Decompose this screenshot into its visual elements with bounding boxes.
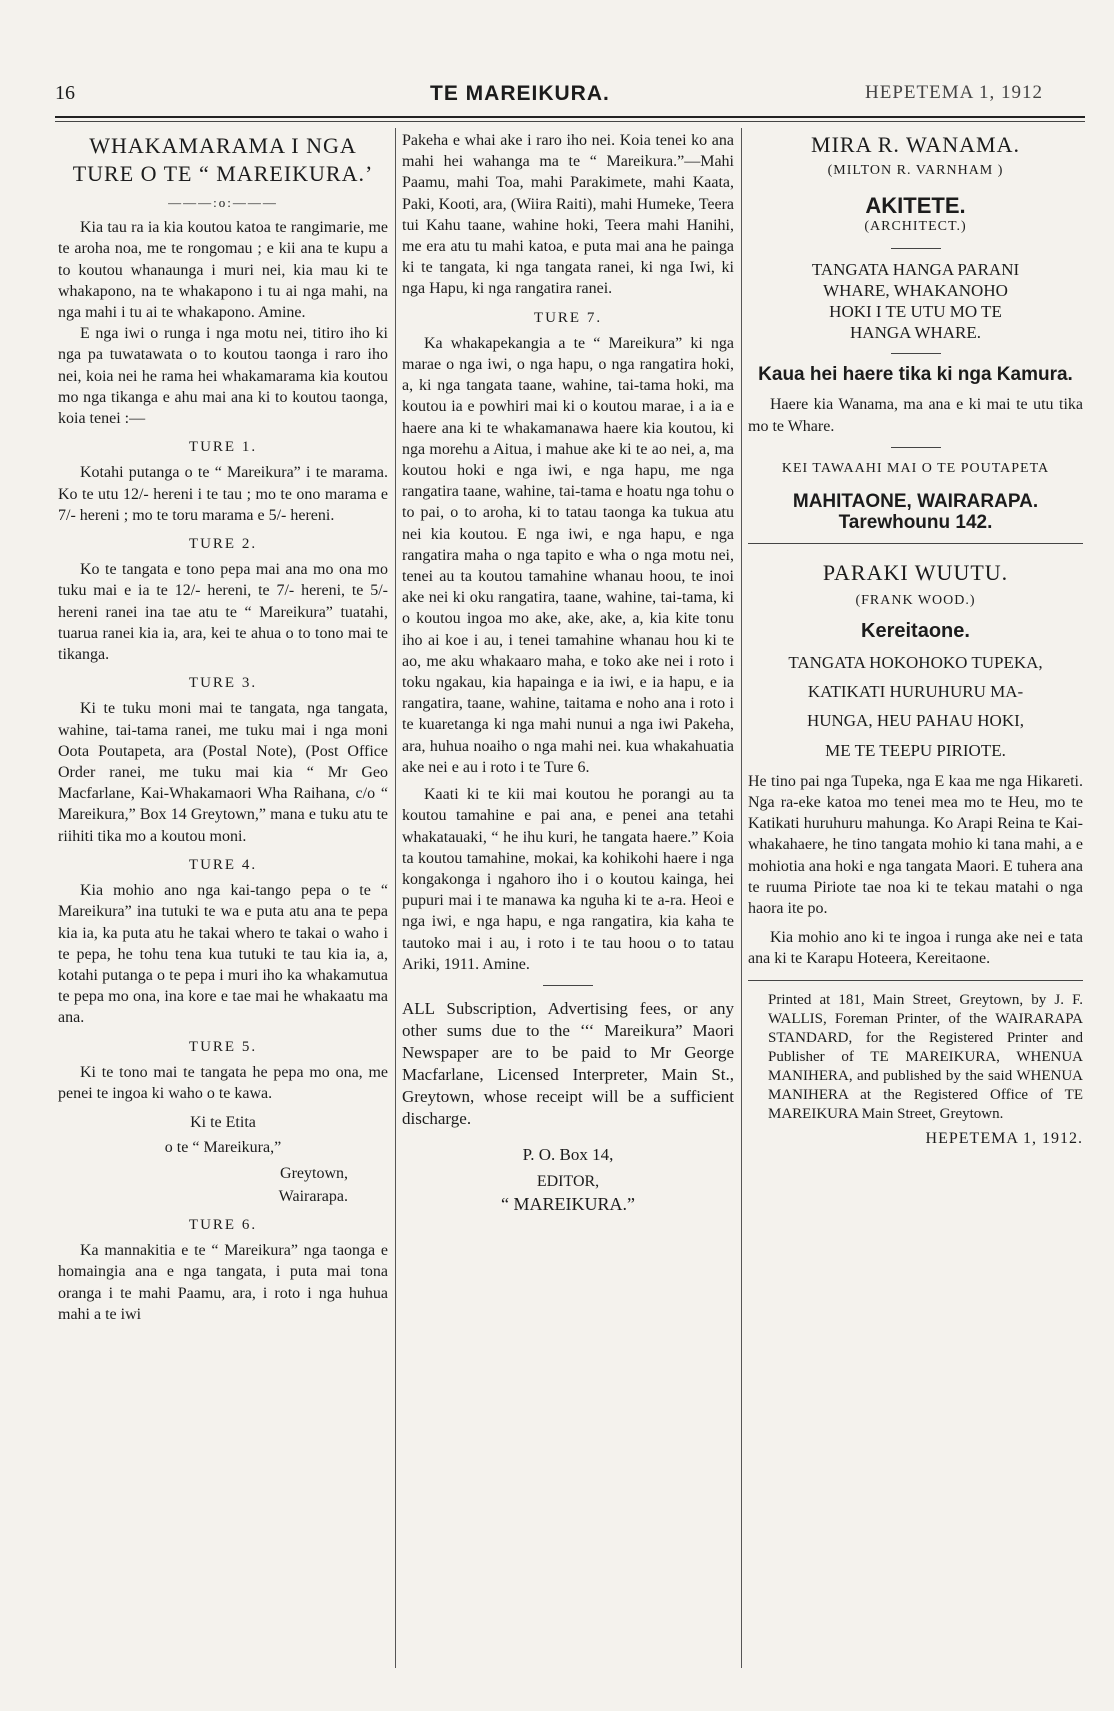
- section-heading: TURE 1.: [188, 439, 258, 456]
- newspaper-title: TE MAREIKURA.: [430, 82, 610, 105]
- advertiser-name: MIRA R. WANAMA.: [811, 132, 1020, 157]
- address-line: o te “ Mareikura,”: [164, 1139, 282, 1157]
- page-number: 16: [55, 82, 75, 104]
- printer-imprint: Printed at 181, Main Street, Greytown, by J. F. WALLIS, Foreman Printer, of the WAIRARAPA STANDARD, for the Registered Printer and Publisher of TE MAREIKURA, WHENUA MANIHERA, and published by the said WHENUA MANIHERA at the Registered Office of TE MAREIKURA Main Street, Greytown.: [768, 991, 1083, 1122]
- paragraph: Kaati ki te kii mai koutou he porangi au ta koutou tamahine e pai ana, e penei ana tetahi whakatauaki, “ he ihu kuri, he tangata haere.” Koia ta koutou tamahine, mokai, ka kohikohi haere i nga kongakonga i ngahoro iho i o koutou kainga, hei pupuri mai i te manawa ka nguha ki te a-ra. Heoi e nga iwi, e nga hapu, e nga rangatira, kia kaha te tautoko mai i au, i roto i te tau hoou o to tatau Ariki, 1911. Amine.: [402, 786, 734, 973]
- editor-label: EDITOR,: [536, 1173, 600, 1191]
- column-divider: [741, 128, 742, 1668]
- town-heading: Kereitaone.: [861, 619, 970, 642]
- section-rule: [748, 980, 1083, 981]
- ad-line: TANGATA HANGA PARANI: [811, 259, 1020, 279]
- section-heading: TURE 4.: [188, 856, 258, 873]
- advertiser-name-english: (MILTON R. VARNHAM ): [827, 163, 1004, 178]
- paragraph: Kia mohio ano ki te ingoa i runga ake nei e tata ana ki te Karapu Hoteera, Kereitaone.: [748, 929, 1083, 968]
- address-line: Greytown,: [280, 1164, 348, 1182]
- telephone-line: Tarewhounu 142.: [838, 512, 993, 534]
- issue-date: HEPETEMA 1, 1912: [865, 82, 1044, 103]
- header-rule-thin: [55, 121, 1085, 122]
- section-heading: TURE 2.: [188, 536, 258, 553]
- address-line: Ki te Etita: [190, 1114, 256, 1132]
- advertiser-name: PARAKI WUUTU.: [822, 560, 1009, 586]
- paragraph: Ki te tuku moni mai te tangata, nga tangata, wahine, tai-tama ranei, me tuku mai i nga moni Oota Poutapeta, ara (Postal Note), (Post Office Order ranei, me tuku mai kia “ Mr Geo Macfarlane, Kai-Whakamaori Wha Raihana, c/o “ Mareikura,” Box 14 Greytown,” mana e tuku atu te riihiti tika mo a koutou moni.: [58, 700, 388, 845]
- short-rule: [543, 985, 593, 986]
- town-heading: MAHITAONE, WAIRARAPA.: [792, 491, 1039, 513]
- mareikura-label: “ MAREIKURA.”: [501, 1194, 635, 1215]
- paragraph: E nga iwi o runga i nga motu nei, titiro iho ki nga pa tuwatawata o to koutou taonga i raro iho nei, koia nei he rama hei whakamarama kia koutou mo nga tikanga e ahu mai ana ki to koutou taonga, koia tenei :—: [58, 325, 388, 428]
- article-heading: WHAKAMARAMA I NGA TURE O TE “ MAREIKURA.’: [72, 133, 374, 186]
- paragraph: He tino pai nga Tupeka, nga E kaa me nga Hikareti. Nga ra-eke katoa mo tenei mea mo te Heu, mo te Katikati huruhuru mahunga. Ko Arapi Reina te Kai-whakahaere, he tino tangata mohio ki tana mahi, a e mohiotia ana hoki e nga tangata Maori. E tuhera ana te ruuma Piriote tae noa ki te tekau matahi o nga haora ite po.: [748, 772, 1083, 918]
- ad-line: WHARE, WHAKANOHO: [823, 280, 1008, 300]
- section-heading: TURE 6.: [188, 1216, 258, 1233]
- subscription-notice: ALL Subscription, Advertising fees, or any other sums due to the ‘‘‘ Mareikura” Maori Newspaper are to be paid to Mr George Macfarlane, Licensed Interpreter, Main St., Greytown, whose receipt will be a sufficient discharge.: [402, 998, 734, 1128]
- ad-line: HUNGA, HEU PAHAU HOKI,: [806, 711, 1025, 731]
- short-rule: [891, 447, 941, 448]
- paragraph: Haere kia Wanama, ma ana e ki mai te utu tika mo te Whare.: [748, 396, 1083, 435]
- po-box: P. O. Box 14,: [522, 1144, 614, 1164]
- imprint-date: HEPETEMA 1, 1912.: [925, 1129, 1083, 1147]
- paragraph: Pakeha e whai ake i raro iho nei. Koia tenei ko ana mahi hei wahanga ma te “ Mareikura.”—Mahi Paamu, mahi Toa, mahi Parakimete, mahi Kaata, Paki, Kooti, ara, (Wiira Raiti), mahi Humeke, Teera tui Kahu taane, wahine hoki, Teera mahi Hanihi, me era atu tu mahi katoa, e puta mai ana he painga ki te tangata, ki nga tangata ranei, ki nga Iwi, ki nga Hapu, ki nga rangatira ranei.: [402, 132, 734, 298]
- section-heading: TURE 3.: [188, 675, 258, 692]
- ad-line: KATIKATI HURUHURU MA-: [807, 682, 1024, 702]
- page-header: [0, 82, 1114, 112]
- paragraph: Ka whakapekangia a te “ Mareikura” ki nga marae o nga iwi, o nga hapu, o nga rangatira hoki, a, ki nga tangata taane, wahine, tai-tama hoki, ma koutou ia e powhiri mai ki o koutou marae, i a ia e haere ana ki te whakamanawa haere kia koutou, ki nga morehu a Aitua, i mahue ake ki te ao nei, a, ma koutou hoki e nga iwi, e nga hapu, me nga rangatira taane, wahine, tai-tama e hoatu nga tohu o to pai, o to aroha, ki to tatau taonga ka tukua atu nei kia koutou. E nga iwi, e nga hapu, e nga rangatira maha o nga tapito e wha o nga motu nei, tenei au ta koutou tamahine whanau hoou, te inoi ake nei ki oku rangatira, taane, wahine, tai-tama, ki o koutou ingoa mo ake, ake, ake, a, kia kite tonu iho ai koe i au, i tenei tamahine whanau hou ki te ao, me aku whakaaro maha, e toko ake nei i roto i toku ngakau, kia hapainga e ia iwi, e ia hapu, e ia rangatira, taane, wahine, taitama e noho ana i roto i te kuaretanga ki nga mahi nunui a nga iwi Pakeha, ara, huhua noaiho o nga mahi nei. kua whakahuatia ake nei e au i roto i te Ture 6.: [402, 334, 734, 776]
- section-rule: [748, 543, 1083, 544]
- column-2: [402, 130, 734, 1216]
- ad-slogan: Kaua hei haere tika ki nga Kamura.: [758, 364, 1073, 386]
- paragraph: Ko te tangata e tono pepa mai ana mo ona mo tuku mai e ia te 12/- hereni, te 7/- hereni, te 5/- hereni ranei ina tae atu te “ Mareikura” tuatahi, tuarua ranei kia ia, ara, kei te ahua o to tono mai te tikanga.: [58, 561, 388, 664]
- paragraph: Kotahi putanga o te “ Mareikura” i te marama. Ko te utu 12/- hereni i te tau ; mo te ono marama e 7/- hereni ; mo te toru marama e 5/- hereni.: [58, 464, 388, 524]
- column-3: [748, 130, 1083, 1149]
- separator: ———:o:———: [168, 195, 278, 210]
- paragraph: Ki te tono mai te tangata he pepa mo ona, me penei te ingoa ki waho o te kawa.: [58, 1063, 388, 1102]
- paragraph: Kia tau ra ia kia koutou katoa te rangimarie, me te aroha noa, me te rongomau ; e kii ana te kupu a to koutou whanaunga i muri nei, kia mau ki te whakapono, na te whakapono i tu ai nga mahi, na nga mahi i tu ai te whakapono. Amine.: [58, 219, 388, 322]
- column-divider: [395, 128, 396, 1668]
- advertiser-name-english: (FRANK WOOD.): [855, 592, 976, 608]
- column-1: [58, 130, 388, 1325]
- paragraph: Kia mohio ano nga kai-tango pepa o te “ Mareikura” ina tutuki te wa e puta atu ana te pepa kia ia, ka puta atu he takai whero te takai o waho i te pepa, he tohu tena kua tutuki te tau kia ia, a, kotahi putanga o te pepa i muri iho ka whakamutua te pepa mo ona, ina kore e tae mai he whakaatu ma ana.: [58, 882, 388, 1027]
- ad-line: HANGA WHARE.: [850, 323, 981, 343]
- trade-english: (ARCHITECT.): [864, 219, 967, 235]
- section-heading: TURE 5.: [188, 1038, 258, 1055]
- short-rule: [891, 248, 941, 249]
- header-rule: [55, 116, 1085, 118]
- ad-line: HOKI I TE UTU MO TE: [829, 302, 1002, 322]
- ad-line: ME TE TEEPU PIRIOTE.: [825, 740, 1006, 760]
- address-line: Wairarapa.: [278, 1187, 348, 1205]
- location-line: KEI TAWAAHI MAI O TE POUTAPETA: [781, 460, 1050, 476]
- section-heading: TURE 7.: [533, 309, 603, 326]
- short-rule: [891, 353, 941, 354]
- trade-heading: AKITETE.: [865, 193, 966, 219]
- ad-line: TANGATA HOKOHOKO TUPEKA,: [788, 653, 1043, 673]
- paragraph: Ka mannakitia e te “ Mareikura” nga taonga e homaingia ana e nga tangata, i puta mai tona oranga i te mahi Paamu, ara, i roto i nga huhua mahi a te iwi: [58, 1242, 388, 1323]
